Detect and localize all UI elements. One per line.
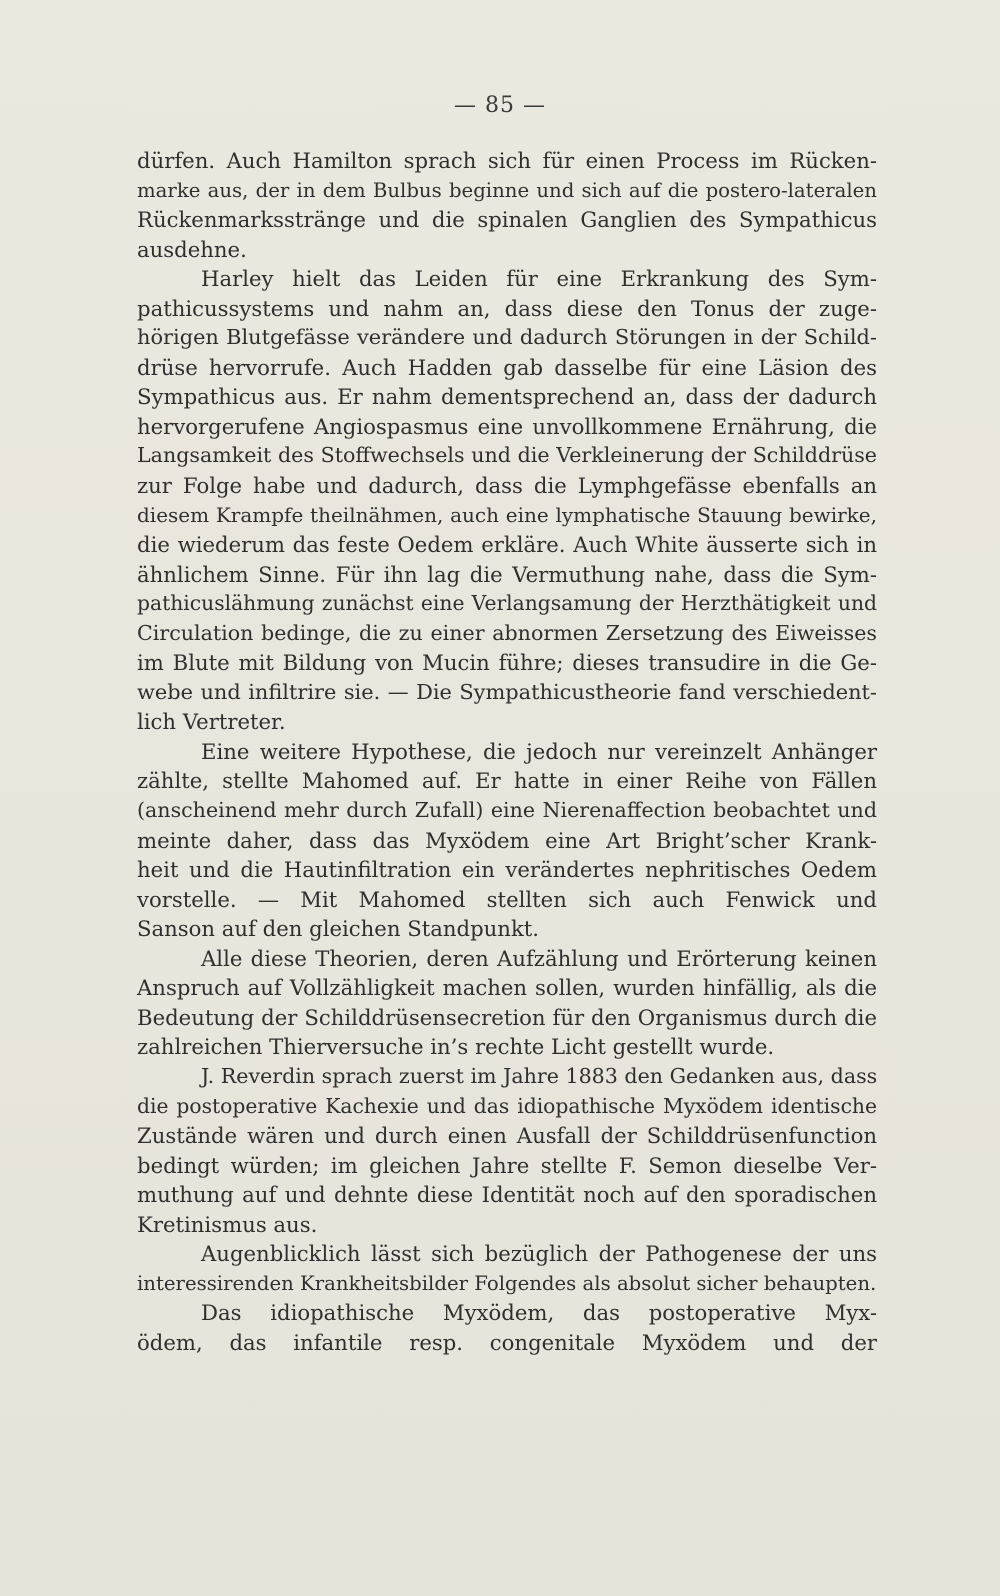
text-line: Sympathicus aus. Er nahm dementsprechend an, dass der dadurch bbox=[137, 384, 877, 410]
text-line: meinte daher, dass das Myxödem eine Art Bright’scher Krank- bbox=[137, 827, 877, 853]
text-line: vorstelle. — Mit Mahomed stellten sich auch Fenwick und bbox=[137, 886, 877, 912]
text-line: ödem, das infantile resp. congenitale Myxödem und der bbox=[137, 1329, 877, 1355]
paragraph bbox=[137, 146, 877, 264]
text-line: pathicuslähmung zunächst eine Verlangsamung der Herzthätigkeit und bbox=[137, 591, 877, 616]
text-line: diesem Krampfe theilnähmen, auch eine lymphatische Stauung bewirke, bbox=[137, 502, 877, 527]
text-line: Augenblicklich lässt sich bezüglich der Pathogenese der uns bbox=[201, 1241, 877, 1267]
text-line: Circulation bedinge, die zu einer abnormen Zersetzung des Eiweisses bbox=[137, 620, 877, 645]
text-line: zahlreichen Thierversuche in’s rechte Licht gestellt wurde. bbox=[137, 1034, 775, 1060]
text-line: Das idiopathische Myxödem, das postoperative Myx- bbox=[201, 1300, 877, 1326]
paragraph bbox=[137, 1239, 877, 1298]
text-line: interessirenden Krankheitsbilder Folgendes als absolut sicher behaupten. bbox=[137, 1271, 877, 1295]
body-text bbox=[137, 146, 877, 1357]
text-line: im Blute mit Bildung von Mucin führe; dieses transudire in die Ge- bbox=[137, 650, 877, 676]
text-line: Alle diese Theorien, deren Aufzählung und Erörterung keinen bbox=[201, 945, 877, 971]
text-line: (anscheinend mehr durch Zufall) eine Nierenaffection beobachtet und bbox=[137, 798, 877, 823]
text-line: Zustände wären und durch einen Ausfall der Schilddrüsenfunction bbox=[137, 1123, 877, 1149]
paragraph bbox=[137, 264, 877, 737]
text-line: Rückenmarksstränge und die spinalen Ganglien des Sympathicus bbox=[137, 207, 877, 233]
text-line: marke aus, der in dem Bulbus beginne und sich auf die postero-lateralen bbox=[137, 178, 877, 202]
text-line: Sanson auf den gleichen Standpunkt. bbox=[137, 916, 540, 942]
text-line: Bedeutung der Schilddrüsensecretion für den Organismus durch die bbox=[137, 1004, 877, 1030]
paragraph bbox=[137, 737, 877, 944]
text-line: drüse hervorrufe. Auch Hadden gab dasselbe für eine Läsion des bbox=[137, 354, 877, 380]
text-line: ähnlichem Sinne. Für ihn lag die Vermuthung nahe, dass die Sym- bbox=[137, 561, 877, 587]
text-line: zählte, stellte Mahomed auf. Er hatte in einer Reihe von Fällen bbox=[137, 768, 877, 794]
text-line: die wiederum das feste Oedem erkläre. Auch White äusserte sich in bbox=[137, 532, 877, 558]
text-line: Eine weitere Hypothese, die jedoch nur vereinzelt Anhänger bbox=[201, 738, 877, 764]
text-line: Anspruch auf Vollzähligkeit machen sollen, wurden hinfällig, als die bbox=[137, 975, 877, 1001]
text-line: Langsamkeit des Stoffwechsels und die Verkleinerung der Schilddrüse bbox=[137, 443, 877, 468]
text-line: muthung auf und dehnte diese Identität noch auf den sporadischen bbox=[137, 1182, 877, 1208]
text-line: zur Folge habe und dadurch, dass die Lymphgefässe ebenfalls an bbox=[137, 473, 877, 499]
paragraph bbox=[137, 1298, 877, 1357]
text-line: pathicussystems und nahm an, dass diese den Tonus der zuge- bbox=[137, 295, 877, 321]
text-line: hörigen Blutgefässe verändere und dadurch Störungen in der Schild- bbox=[137, 325, 877, 350]
text-line: lich Vertreter. bbox=[137, 709, 286, 735]
paragraph bbox=[137, 944, 877, 1062]
text-line: die postoperative Kachexie und das idiopathische Myxödem identische bbox=[137, 1093, 877, 1118]
text-line: Kretinismus aus. bbox=[137, 1211, 318, 1237]
text-line: ausdehne. bbox=[137, 236, 247, 262]
text-line: webe und infiltrire sie. — Die Sympathicustheorie fand verschiedent- bbox=[137, 679, 877, 704]
paragraph bbox=[137, 1062, 877, 1239]
text-line: hervorgerufene Angiospasmus eine unvollkommene Ernährung, die bbox=[137, 413, 877, 439]
text-line: J. Reverdin sprach zuerst im Jahre 1883 den Gedanken aus, dass bbox=[201, 1063, 878, 1088]
text-line: bedingt würden; im gleichen Jahre stellte F. Semon dieselbe Ver- bbox=[137, 1152, 877, 1178]
text-line: heit und die Hautinfiltration ein verändertes nephritisches Oedem bbox=[137, 857, 877, 883]
text-line: Harley hielt das Leiden für eine Erkrankung des Sym- bbox=[201, 266, 877, 292]
page-number: — 85 — bbox=[454, 93, 546, 118]
text-line: dürfen. Auch Hamilton sprach sich für einen Process im Rücken- bbox=[137, 148, 877, 173]
